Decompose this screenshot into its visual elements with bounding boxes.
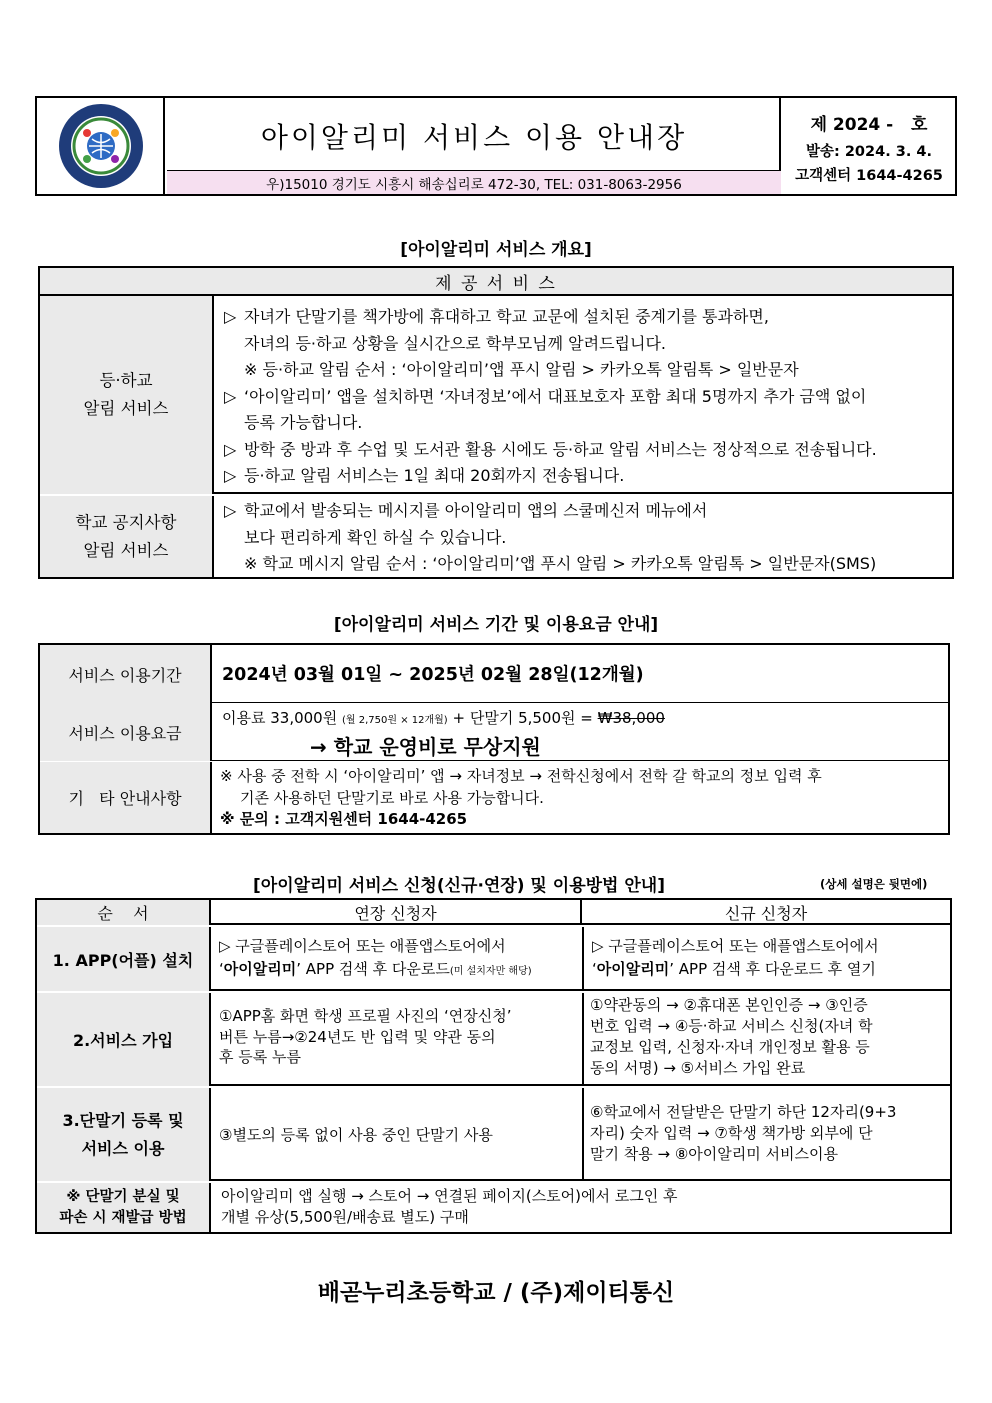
- overview-heading: [아이알리미 서비스 개요]: [400, 240, 592, 260]
- row4-label-line: ※ 단말기 분실 및: [66, 1188, 180, 1205]
- text-line: 자녀의 등·하교 상황을 실시간으로 학부모님께 알려드립니다.: [244, 333, 667, 353]
- apply-header-row: [37, 900, 950, 925]
- header-box: [35, 96, 957, 196]
- bullet-icon: ▷: [224, 466, 237, 485]
- row4-label: [37, 1183, 211, 1232]
- etc-line: ※ 사용 중 전학 시 ‘아이알리미’ 앱 → 자녀정보 → 전학신청에서 전학 갈 학교의 정보 입력 후: [220, 767, 822, 785]
- fee-table: [38, 643, 950, 835]
- apply-note: (상세 설명은 뒷면에): [820, 877, 928, 891]
- app-name: 아이알리미: [596, 960, 670, 978]
- row2-new-line: 교정보 입력, 신청자·자녀 개인정보 활용 등: [590, 1038, 870, 1056]
- overview-row: [40, 296, 952, 494]
- overview-row-label: [40, 496, 214, 577]
- row1-renew-line: ▷ 구글플레이스토어 또는 애플앱스토어에서: [219, 937, 506, 955]
- row3-label-line: 서비스 이용: [81, 1138, 165, 1158]
- row2-new-line: ①약관동의 → ②휴대폰 본인인증 → ③인증: [590, 996, 868, 1014]
- row1-new-text: ’ APP 검색 후 다운로드 후 열기: [669, 960, 876, 978]
- row4-line: 아이알리미 앱 실행 → 스토어 → 연결된 페이지(스토어)에서 로그인 후: [221, 1187, 678, 1205]
- fee-monthly: (월 2,750원 × 12개월): [342, 715, 448, 726]
- label-line: 알림 서비스: [83, 540, 169, 560]
- row2-divider: [582, 993, 584, 1086]
- apply-row-3: [37, 1088, 950, 1181]
- col-new: 신규 신청자: [724, 904, 808, 923]
- text-line: 자녀가 단말기를 책가방에 휴대하고 학교 교문에 설치된 중계기를 통과하면,: [244, 307, 769, 326]
- text-line: ※ 등·하교 알림 순서 : ‘아이알리미’앱 푸시 알림 > 카카오톡 알림톡 > 일반문자: [244, 360, 799, 379]
- row2-renew-line: ①APP홈 화면 학생 프로필 사진의 ‘연장신청’: [219, 1007, 512, 1025]
- period-label: 서비스 이용기간: [40, 645, 212, 703]
- school-address: 우)15010 경기도 시흥시 해송십리로 472-30, TEL: 031-8063-2956: [167, 170, 781, 194]
- customer-center: 고객센터 1644-4265: [795, 168, 943, 184]
- text-line: ‘아이알리미’ 앱을 설치하면 ‘자녀정보’에서 대표보호자 포함 최대 5명까지 추가 금액 없이: [244, 386, 867, 406]
- apply-row-4: [37, 1183, 950, 1232]
- row3-label: [37, 1088, 211, 1181]
- bullet-icon: ▷: [224, 439, 237, 459]
- footer-signature: 배곧누리초등학교 / (주)제이티통신: [317, 1280, 675, 1306]
- row3-divider: [582, 1088, 584, 1181]
- row3-new-line: 말기 착용 → ⑧아이알리미 서비스이용: [590, 1145, 838, 1163]
- row3-label-line: 3.단말기 등록 및: [62, 1110, 184, 1130]
- text-line: 등록 가능합니다.: [244, 413, 363, 432]
- issue-date: 발송: 2024. 3. 4.: [805, 144, 933, 160]
- row4-label-line: 파손 시 재발급 방법: [59, 1209, 187, 1226]
- fee-heading: [아이알리미 서비스 기간 및 이용요금 안내]: [333, 615, 659, 635]
- row2-renew-line: 버튼 누름→②24년도 반 입력 및 약관 동의: [219, 1027, 496, 1046]
- title-cell: [167, 98, 781, 194]
- row3-new-line: ⑥학교에서 전달받은 단말기 하단 12자리(9+3: [590, 1103, 897, 1121]
- fee-row-price: [40, 703, 948, 761]
- col-order: 순 서: [37, 900, 211, 925]
- fee-row-etc: [40, 762, 948, 833]
- row2-label: 2.서비스 가입: [37, 993, 211, 1086]
- label-line: 알림 서비스: [83, 399, 169, 418]
- fee-row-period: [40, 645, 948, 703]
- row2-new-line: 번호 입력 → ④등·하교 서비스 신청(자녀 학: [590, 1017, 873, 1035]
- row1-renew-note: (미 설치자만 해당): [449, 966, 532, 977]
- row4-line: 개별 유상(5,500원/배송료 별도) 구매: [221, 1208, 469, 1226]
- overview-table: [38, 266, 954, 579]
- page-title: 아이알리미 서비스 이용 안내장: [260, 121, 688, 154]
- overview-row: [40, 496, 952, 577]
- period-value: 2024년 03월 01일 ~ 2025년 02월 28일(12개월): [222, 665, 644, 685]
- row1-new-line: ▷ 구글플레이스토어 또는 애플앱스토어에서: [592, 937, 879, 955]
- quote-mark: ‘: [592, 960, 597, 978]
- fee-breakdown: [222, 707, 665, 728]
- label-line: 학교 공지사항: [75, 512, 177, 532]
- app-name: 아이알리미: [223, 960, 297, 978]
- text-line: 등·하교 알림 서비스는 1일 최대 20회까지 전송됩니다.: [244, 466, 625, 485]
- etc-label: 기 타 안내사항: [40, 762, 212, 833]
- apply-heading: [아이알리미 서비스 신청(신규·연장) 및 이용방법 안내]: [253, 876, 665, 896]
- label-line: 등·하교: [99, 371, 153, 390]
- bullet-icon: ▷: [224, 307, 237, 326]
- text-line: 방학 중 방과 후 수업 및 도서관 활용 시에도 등·하교 알림 서비스는 정상적으로 전송됩니다.: [244, 439, 877, 459]
- row3-new-line: 자리) 숫자 입력 → ⑦학생 책가방 외부에 단: [590, 1124, 873, 1142]
- bullet-icon: ▷: [224, 501, 237, 520]
- fee-total-struck: ₩38,000: [597, 709, 665, 727]
- text-line: 학교에서 발송되는 메시지를 아이알리미 앱의 스쿨메신저 메뉴에서: [244, 501, 708, 520]
- row2-new-line: 동의 서명) → ⑤서비스 가입 완료: [590, 1059, 806, 1077]
- etc-inquiry: ※ 문의 : 고객지원센터 1644-4265: [220, 810, 468, 828]
- apply-row-2: [37, 993, 950, 1086]
- overview-table-header: 제 공 서 비 스: [40, 268, 952, 296]
- overview-row-label: [40, 296, 214, 494]
- fee-support: → 학교 운영비로 무상지원: [310, 735, 541, 759]
- fee-device: + 단말기 5,500원 =: [452, 709, 593, 727]
- text-line: ※ 학교 메시지 알림 순서 : ‘아이알리미’앱 푸시 알림 > 카카오톡 알림톡 > 일반문자(SMS): [244, 554, 877, 573]
- text-line: 보다 편리하게 확인 하실 수 있습니다.: [244, 527, 507, 547]
- row1-divider: [582, 927, 584, 991]
- quote-mark: ‘: [219, 960, 224, 978]
- row3-renew: ③별도의 등록 없이 사용 중인 단말기 사용: [219, 1126, 493, 1144]
- school-logo-icon: [49, 101, 153, 191]
- etc-line: 기존 사용하던 단말기로 바로 사용 가능합니다.: [240, 788, 544, 807]
- doc-number: 제 2024 - 호: [810, 115, 928, 135]
- apply-row-1: [37, 927, 950, 991]
- row2-renew-line: 후 등록 누름: [219, 1048, 301, 1066]
- logo-cell: [37, 98, 165, 194]
- row1-renew-text: ’ APP 검색 후 다운로드: [296, 960, 450, 978]
- fee-base: 이용료 33,000원: [222, 709, 338, 727]
- col-renew: 연장 신청자: [211, 900, 582, 925]
- apply-table: [35, 898, 952, 1234]
- fee-label: 서비스 이용요금: [40, 703, 212, 761]
- bullet-icon: ▷: [224, 386, 237, 406]
- doc-info-cell: [783, 98, 955, 194]
- row1-label: 1. APP(어플) 설치: [37, 927, 211, 991]
